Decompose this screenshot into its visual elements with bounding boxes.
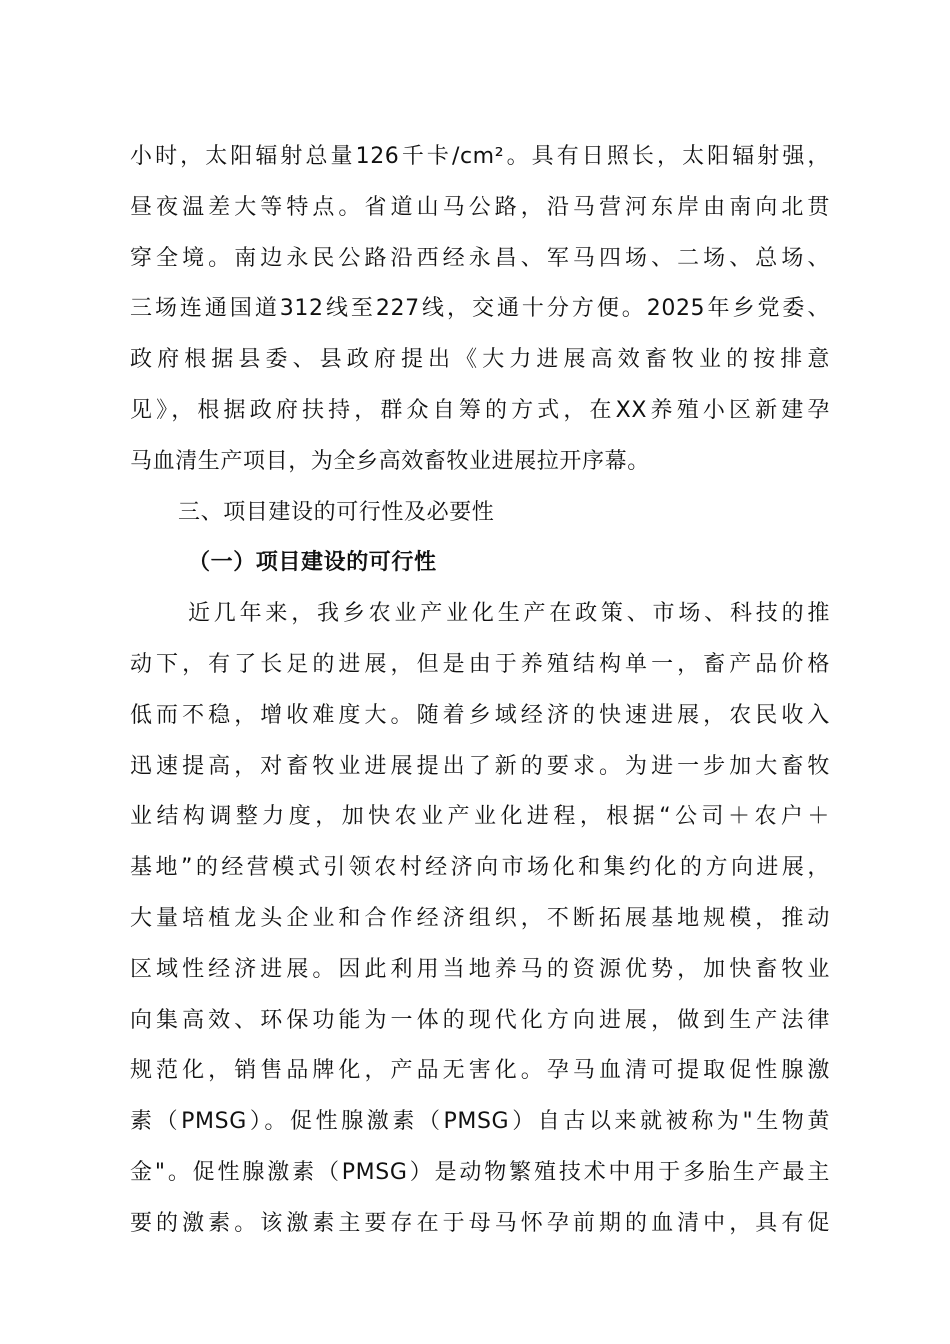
text-line: 向集高效、环保功能为一体的现代化方向进展，做到生产法律 xyxy=(130,1007,830,1033)
text-line: 大量培植龙头企业和合作经济组织，不断拓展基地规模，推动 xyxy=(130,905,830,931)
text-line: 三场连通国道312线至227线，交通十分方便。2025年乡党委、 xyxy=(130,296,830,322)
text-line: 小时，太阳辐射总量126千卡/cm²。具有日照长，太阳辐射强， xyxy=(130,144,830,169)
text-line: 素（PMSG）。促性腺激素（PMSG）自古以来就被称为"生物黄 xyxy=(130,1109,830,1135)
text-line: 动下，有了长足的进展，但是由于养殖结构单一，畜产品价格 xyxy=(130,651,830,677)
text-line: 见》，根据政府扶持，群众自筹的方式，在XX养殖小区新建孕 xyxy=(130,397,830,423)
text-line: 区域性经济进展。因此利用当地养马的资源优势，加快畜牧业 xyxy=(130,956,830,982)
text-line: 迅速提高，对畜牧业进展提出了新的要求。为进一步加大畜牧 xyxy=(130,753,830,779)
text-line: 要的激素。该激素主要存在于母马怀孕前期的血清中，具有促 xyxy=(130,1210,830,1236)
text-line: 穿全境。南边永民公路沿西经永昌、军马四场、二场、总场、 xyxy=(130,245,830,271)
text-line: 马血清生产项目，为全乡高效畜牧业进展拉开序幕。 xyxy=(130,448,650,474)
text-line: 金"。促性腺激素（PMSG）是动物繁殖技术中用于多胎生产最主 xyxy=(130,1159,830,1185)
text-line: 业结构调整力度，加快农业产业化进程，根据“公司＋农户＋ xyxy=(130,804,830,830)
text-line: 近几年来，我乡农业产业化生产在政策、市场、科技的推 xyxy=(188,601,830,627)
text-line: 昼夜温差大等特点。省道山马公路，沿马营河东岸由南向北贯 xyxy=(130,194,830,220)
text-line: 政府根据县委、县政府提出《大力进展高效畜牧业的按排意 xyxy=(130,347,830,373)
paragraph-2 xyxy=(130,589,830,1249)
text-line: 规范化，销售品牌化，产品无害化。孕马血清可提取促性腺激 xyxy=(130,1058,830,1084)
subsection-heading: （一）项目建设的可行性 xyxy=(188,550,437,576)
text-line: 基地”的经营模式引领农村经济向市场化和集约化的方向进展， xyxy=(130,855,830,881)
text-line: 低而不稳，增收难度大。随着乡域经济的快速进展，农民收入 xyxy=(130,702,830,728)
section-heading: 三、项目建设的可行性及必要性 xyxy=(178,499,495,525)
document-body xyxy=(130,132,830,1250)
paragraph-1 xyxy=(130,132,830,488)
